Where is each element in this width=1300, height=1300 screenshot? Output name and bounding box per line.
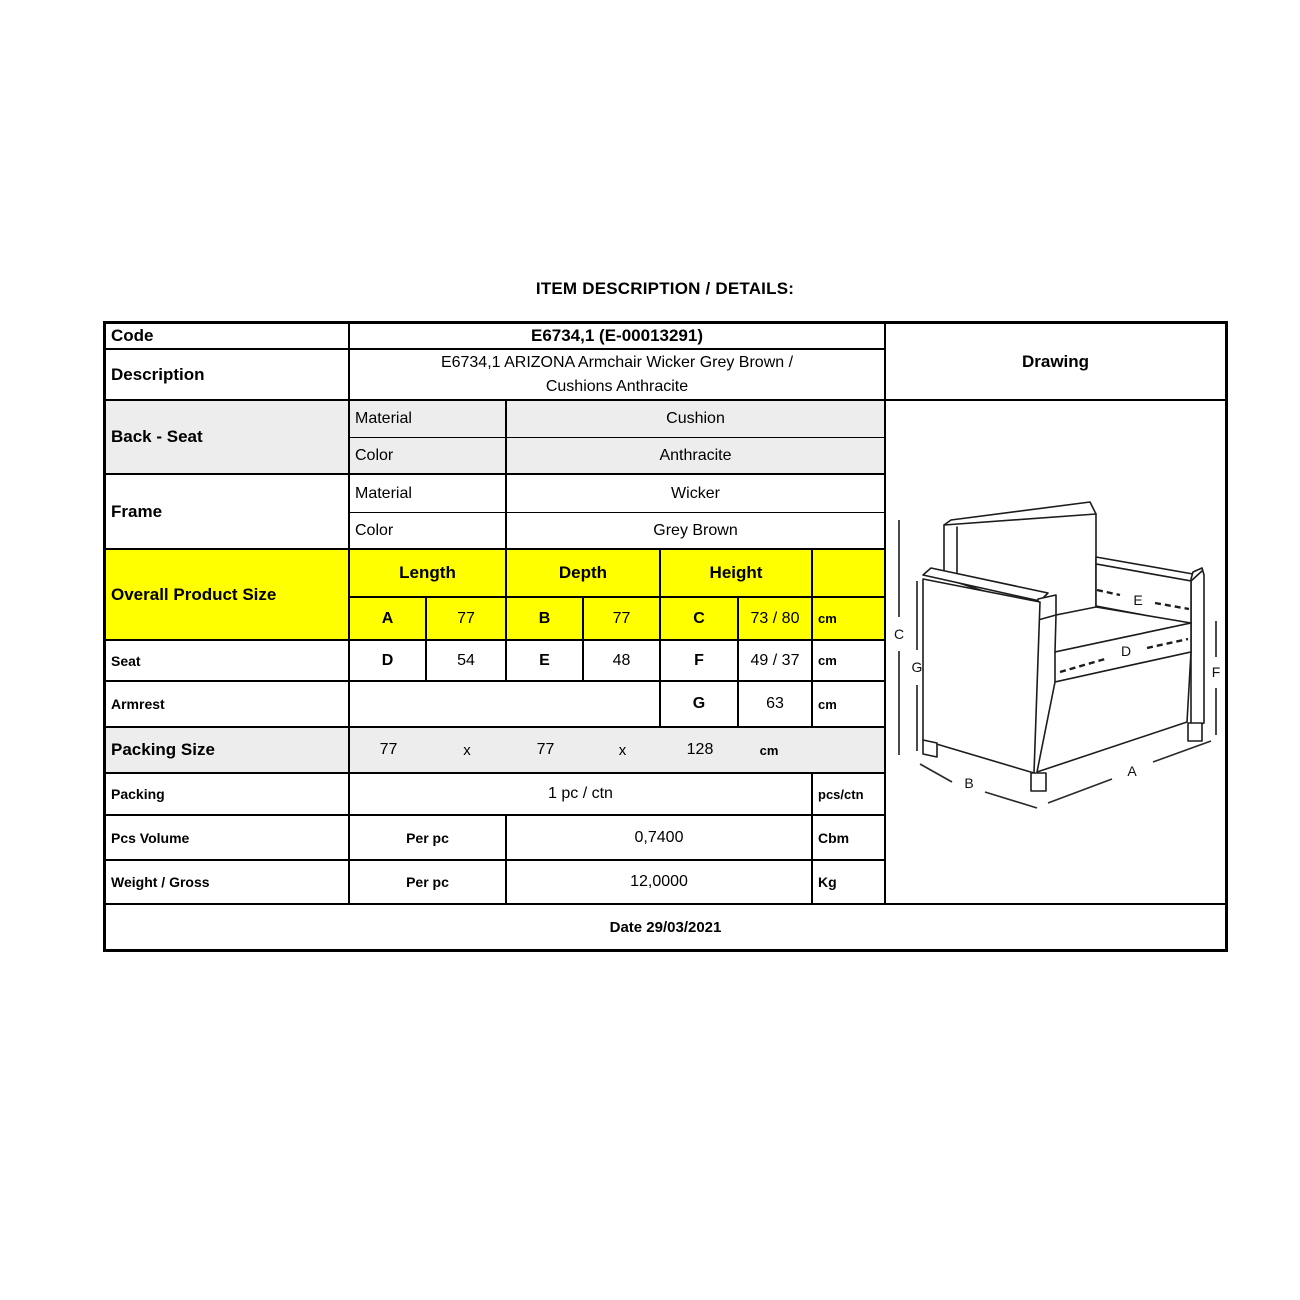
description-line2: Cushions Anthracite	[545, 377, 689, 395]
dim-label-e: E	[1133, 592, 1143, 608]
armrest-unit: cm	[813, 682, 886, 728]
description-label: Description	[106, 350, 350, 401]
chair-right-post	[1191, 568, 1204, 728]
overall-size-unit: cm	[813, 598, 886, 641]
armrest-g-key: G	[661, 682, 739, 728]
overall-size-col-height: Height	[661, 550, 813, 598]
drawing-area	[886, 401, 1225, 905]
pcs-volume-unit: Cbm	[813, 816, 886, 861]
armrest-label: Armrest	[106, 682, 350, 728]
spec-table	[103, 321, 1228, 952]
overall-size-a-key: A	[350, 598, 427, 641]
weight-gross-unit: Kg	[813, 861, 886, 905]
description-line1: E6734,1 ARIZONA Armchair Wicker Grey Brown /	[440, 353, 794, 371]
seat-f-key: F	[661, 641, 739, 682]
chair-leg-center	[1031, 773, 1046, 791]
chair-leg-right	[1188, 723, 1202, 741]
pcs-volume-basis: Per pc	[350, 816, 507, 861]
back-seat-material-value: Cushion	[507, 401, 886, 438]
overall-size-b-key: B	[507, 598, 584, 641]
dim-label-b: B	[964, 775, 974, 791]
chair-left-armrest-end	[1038, 595, 1056, 620]
back-seat-material-label: Material	[350, 401, 507, 438]
armrest-empty-cell	[350, 682, 661, 728]
packing-size-sep2: x	[618, 741, 627, 759]
packing-label: Packing	[106, 774, 350, 816]
overall-size-label: Overall Product Size	[106, 550, 350, 641]
back-seat-color-value: Anthracite	[507, 438, 886, 475]
packing-unit: pcs/ctn	[813, 774, 886, 816]
seat-unit: cm	[813, 641, 886, 682]
overall-size-c-key: C	[661, 598, 739, 641]
pcs-volume-value: 0,7400	[507, 816, 813, 861]
packing-size-sep1: x	[463, 741, 471, 759]
armchair-drawing	[886, 401, 1224, 903]
frame-color-label: Color	[350, 513, 507, 550]
dim-line-a	[1048, 779, 1112, 803]
description-value	[350, 350, 886, 401]
drawing-header: Drawing	[886, 324, 1225, 401]
pcs-volume-label: Pcs Volume	[106, 816, 350, 861]
packing-size-value2: 77	[536, 741, 555, 758]
frame-material-label: Material	[350, 475, 507, 513]
overall-size-b-value: 77	[584, 598, 661, 641]
dim-label-a: A	[1127, 763, 1137, 779]
chair-left-side-panel	[923, 579, 1040, 773]
dim-label-f: F	[1211, 664, 1221, 680]
packing-size-label: Packing Size	[106, 728, 350, 774]
page-title: ITEM DESCRIPTION / DETAILS:	[535, 279, 795, 298]
weight-gross-basis: Per pc	[350, 861, 507, 905]
dim-line-b	[920, 764, 952, 782]
overall-size-c-value: 73 / 80	[739, 598, 813, 641]
overall-size-a-value: 77	[427, 598, 507, 641]
overall-size-col-length: Length	[350, 550, 507, 598]
code-label: Code	[106, 324, 350, 350]
seat-e-value: 48	[584, 641, 661, 682]
packing-value: 1 pc / ctn	[350, 774, 813, 816]
seat-d-value: 54	[427, 641, 507, 682]
overall-size-col-depth: Depth	[507, 550, 661, 598]
back-seat-label: Back - Seat	[106, 401, 350, 475]
frame-color-value: Grey Brown	[507, 513, 886, 550]
dim-label-d: D	[1120, 643, 1132, 659]
code-value: E6734,1 (E-00013291)	[350, 324, 886, 350]
dim-label-g: G	[911, 659, 923, 675]
packing-size-value-row	[350, 728, 886, 774]
seat-label: Seat	[106, 641, 350, 682]
seat-f-value: 49 / 37	[739, 641, 813, 682]
frame-label: Frame	[106, 475, 350, 550]
packing-size-value3: 128	[686, 741, 714, 758]
chair-leg-left	[923, 740, 937, 757]
frame-material-value: Wicker	[507, 475, 886, 513]
back-seat-color-label: Color	[350, 438, 507, 475]
seat-e-key: E	[507, 641, 584, 682]
overall-size-unit-header-empty	[813, 550, 886, 598]
weight-gross-label: Weight / Gross	[106, 861, 350, 905]
packing-size-value1: 77	[379, 741, 398, 758]
packing-size-unit: cm	[759, 742, 779, 758]
date-row: Date 29/03/2021	[609, 918, 722, 936]
armrest-g-value: 63	[739, 682, 813, 728]
weight-gross-value: 12,0000	[507, 861, 813, 905]
dim-label-c: C	[893, 626, 905, 642]
seat-d-key: D	[350, 641, 427, 682]
